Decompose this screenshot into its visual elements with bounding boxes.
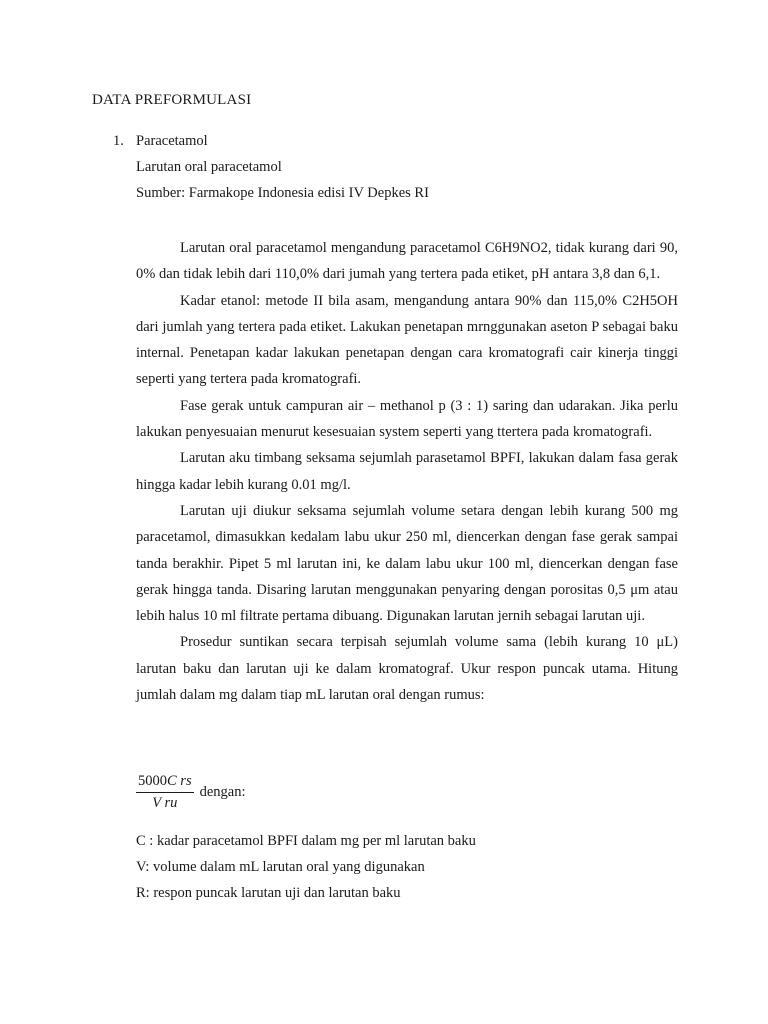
formula bbox=[136, 773, 246, 812]
paragraph: Prosedur suntikan secara terpisah sejumlah volume sama (lebih kurang 10 μL) larutan baku dan larutan uji ke dalam kromatograf. Ukur respon puncak utama. Hitung jumlah dalam mg dalam tiap mL larutan oral dengan rumus: bbox=[136, 634, 678, 704]
definition-c: C : kadar paracetamol BPFI dalam mg per ml larutan baku bbox=[136, 833, 476, 849]
formula-numerator-number: 5000 bbox=[138, 773, 167, 789]
formula-numerator bbox=[136, 773, 194, 793]
subtitle: Larutan oral paracetamol bbox=[136, 159, 282, 175]
paragraph: Larutan aku timbang seksama sejumlah parasetamol BPFI, lakukan dalam fasa gerak hingga kadar lebih kurang 0.01 mg/l. bbox=[136, 450, 678, 493]
formula-numerator-vars: C rs bbox=[167, 773, 192, 789]
paragraph: Larutan uji diukur seksama sejumlah volume setara dengan lebih kurang 500 mg paracetamol, dimasukkan kedalam labu ukur 250 ml, diencerkan dengan fase gerak sampai tanda berakhir. Pipet 5 ml larutan ini, ke dalam labu ukur 100 ml, diencerkan dengan fase gerak hingga tanda. Disaring larutan menggunakan penyaring dengan porositas 0,5 μm atau lebih halus 10 ml filtrate pertama dibuang. Digunakan larutan jernih sebagai larutan uji. bbox=[136, 502, 678, 625]
item-title: Paracetamol bbox=[136, 133, 208, 149]
formula-denominator: V ru bbox=[152, 795, 178, 811]
paragraph: Larutan oral paracetamol mengandung paracetamol C6H9NO2, tidak kurang dari 90, 0% dan tidak lebih dari 110,0% dari jumah yang tertera pada etiket, pH antara 3,8 dan 6,1. bbox=[136, 240, 678, 283]
paragraph: Kadar etanol: metode II bila asam, mengandung antara 90% dan 115,0% C2H5OH dari jumlah yang tertera pada etiket. Lakukan penetapan mrnggunakan aseton P sebagai baku internal. Penetapan kadar lakukan penetapan dengan cara kromatografi cair kinerja tinggi seperti yang tertera pada kromatografi. bbox=[136, 292, 678, 388]
formula-fraction bbox=[136, 773, 194, 812]
list-number: 1. bbox=[113, 133, 124, 149]
formula-suffix: dengan: bbox=[199, 784, 246, 800]
paragraph: Fase gerak untuk campuran air – methanol p (3 : 1) saring dan udarakan. Jika perlu lakukan penyesuaian menurut kesesuaian system seperti yang ttertera pada kromatografi. bbox=[136, 397, 678, 441]
source-line: Sumber: Farmakope Indonesia edisi IV Depkes RI bbox=[136, 185, 429, 201]
definition-r: R: respon puncak larutan uji dan larutan baku bbox=[136, 885, 401, 901]
body-text bbox=[136, 235, 678, 708]
document-heading: DATA PREFORMULASI bbox=[92, 92, 252, 108]
definition-v: V: volume dalam mL larutan oral yang digunakan bbox=[136, 859, 425, 875]
